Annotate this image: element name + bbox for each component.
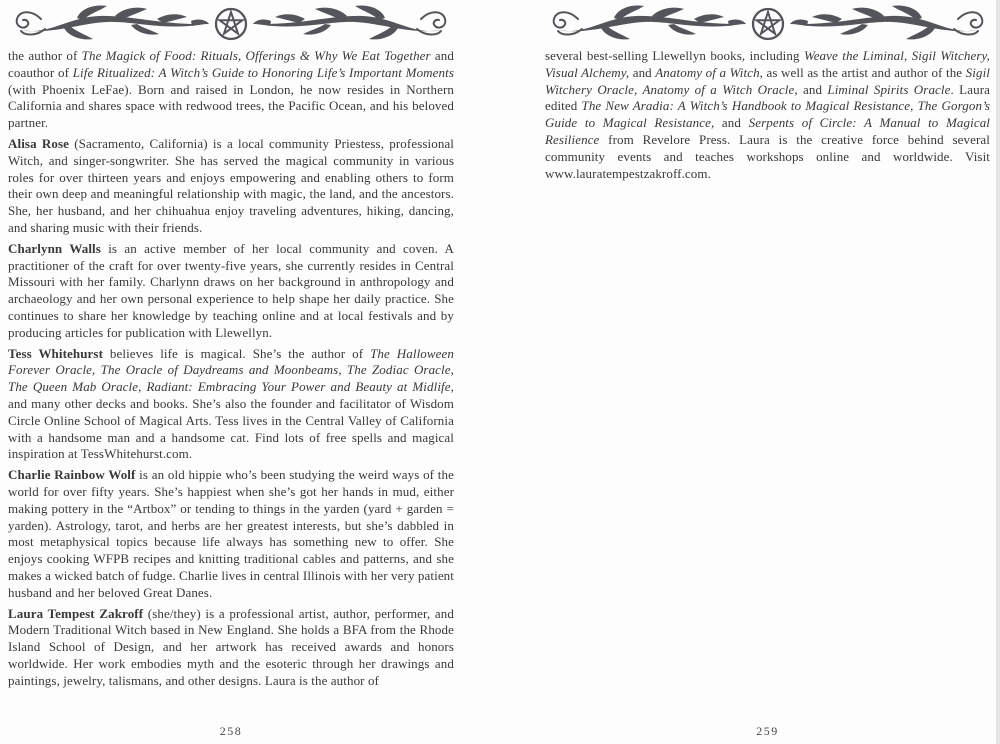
bio-text: and coauthor of: [8, 48, 454, 80]
book-title-text: The New Aradia: A Witch’s Handbook to Magical Resistance, The Gorgon’s Guide to Magical Resistance,: [545, 98, 990, 131]
book-title-text: The Magick of Food: Rituals, Offerings & Why We Eat Together: [81, 48, 431, 63]
bio-text: (Sacramento, California) is a local community Priestess, professional Witch, and singer-songwriter. She has served the magical community in various roles for over thirteen years and enjoys empowering and enabling others to form their own deep and meaningful relationship with magic, the land, and the ancestors. She, her husband, and her chihuahua enjoy traveling adventures, hiking, dancing, and sharing music with their friends.: [8, 135, 455, 235]
bio-paragraph: [8, 136, 454, 237]
pentacle-flourish-icon: [548, 5, 988, 41]
book-title-text: Liminal Spirits Oracle: [827, 81, 951, 97]
bio-paragraph: [8, 346, 454, 464]
bio-text-column-right: [545, 48, 990, 182]
contributor-name: Charlie Rainbow Wolf: [8, 467, 136, 483]
page-number-left: 258: [219, 724, 243, 738]
book-title-text: Serpents of Circle: A Manual to Magical Resilience: [545, 115, 991, 147]
book-title-text: Weave the Liminal, Sigil Witchery, Visual Alchemy,: [545, 48, 990, 80]
page-right-content: [545, 5, 990, 744]
scan-edge: [996, 0, 1000, 744]
book-title-text: Anatomy of a Witch,: [655, 64, 764, 80]
bio-text: believes life is magical. She’s the author of: [103, 345, 371, 361]
bio-text: , and many other decks and books. She’s also the founder and facilitator of Wisdom Circle Online School of Magical Arts. Tess lives in the Central Valley of California with a handsome man and a handsome cat. Find lots of free spells and magical inspiration at TessWhitehurst.com.: [8, 379, 454, 462]
contributor-name: Charlynn Walls: [8, 240, 101, 256]
page-number-right: 259: [756, 724, 779, 738]
bio-text: as well as the artist and author of the: [763, 64, 966, 80]
contributor-name: Alisa Rose: [8, 135, 69, 151]
bio-text: is an active member of her local community and coven. A practitioner of the craft for over twenty-five years, she currently resides in Central Missouri with her family. Charlynn draws on her background in anthropology and archaeology and her own personal experience to help shape her daily practice. She continues to share her knowledge by teaching online and at local festivals and by producing articles for publication with Llewellyn.: [8, 240, 454, 340]
bio-paragraph: [8, 606, 454, 690]
bio-text: several best-selling Llewellyn books, including: [545, 48, 804, 63]
bio-text: and: [797, 81, 828, 97]
bio-text: is an old hippie who’s been studying the weird ways of the world for over fifty years. She’s happiest when she’s got her hands in mud, either making pottery in the “Artbox” or tending to things in the yarden (yard + garden = yarden). Astrology, tarot, and herbs are her greatest interests, but she’s dabbled in most metaphysical topics because life always has something new to offer. She enjoys cooking WFPB recipes and knitting traditional cables and patterns, and she makes a wicked batch of fudge. Charlie lives in central Illinois with her very patient husband and her beloved Great Danes.: [8, 467, 454, 600]
bio-text: and: [629, 64, 656, 80]
bio-text: and: [714, 115, 749, 131]
book-title-text: Life Ritualized: A Witch’s Guide to Honoring Life’s Important Moments: [72, 64, 455, 80]
contributor-name: Tess Whitehurst: [8, 345, 103, 361]
book-page-right: [500, 0, 1000, 744]
pentacle-flourish-icon: [11, 5, 451, 41]
bio-paragraph: [8, 241, 454, 342]
bio-text: (with Phoenix LeFae). Born and raised in London, he now resides in Northern California and shares space with redwood trees, the Pacific Ocean, and his beloved partner.: [8, 81, 454, 131]
bio-text: from Revelore Press. Laura is the creative force behind several community events and teaches workshops online and worldwide. Visit www.lauratempestzakroff.com.: [545, 131, 990, 181]
page-left-content: [8, 5, 454, 744]
contributor-name: Laura Tempest Zakroff: [8, 605, 144, 621]
bio-paragraph: [545, 48, 990, 182]
bio-paragraph: [8, 48, 454, 132]
bio-text: the author of: [8, 48, 82, 63]
bio-paragraph: [8, 467, 454, 601]
bio-text: . Laura edited: [545, 81, 990, 114]
bio-text: (she/they) is a professional artist, author, performer, and Modern Traditional Witch based in New England. She holds a BFA from the Rhode Island School of Design, and her artwork has received awards and honors worldwide. Her work embodies myth and the esoteric through her drawings and paintings, jewelry, talismans, and other designs. Laura is the author of: [8, 605, 454, 688]
book-title-text: The Halloween Forever Oracle, The Oracle of Daydreams and Moonbeams, The Zodiac Oracle, The Queen Mab Oracle, Radiant: Embracing Your Power and Beauty at Midlife: [8, 345, 454, 395]
bio-text-column-left: [8, 48, 454, 689]
book-title-text: Sigil Witchery Oracle, Anatomy of a Witch Oracle,: [545, 64, 990, 97]
